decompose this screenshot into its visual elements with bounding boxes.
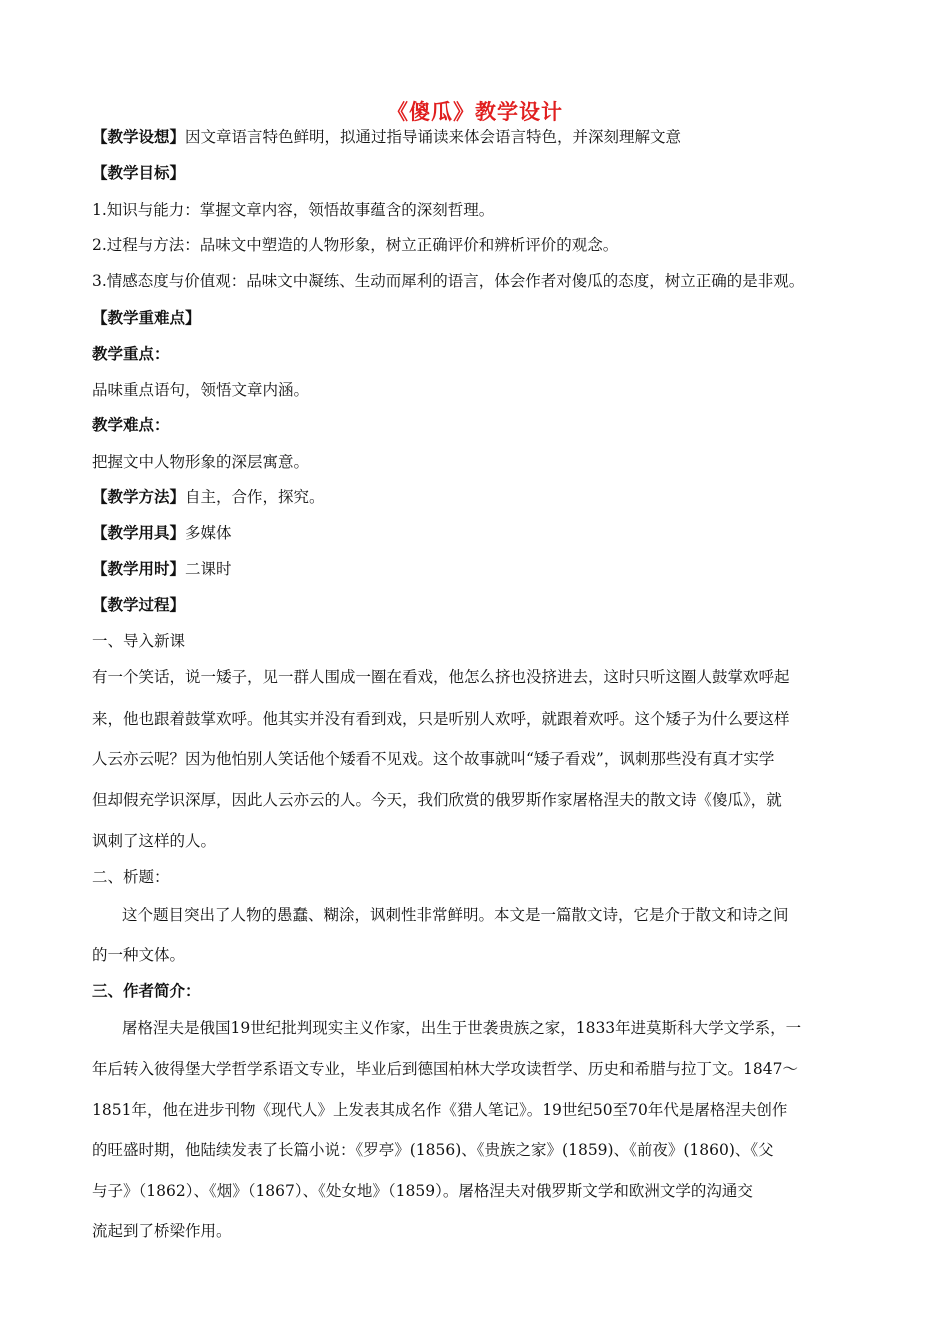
goal-item-1: 1.知识与能力：掌握文章内容，领悟故事蕴含的深刻哲理。: [92, 201, 495, 219]
section-3-line: 屠格涅夫是俄国19世纪批判现实主义作家，出生于世袭贵族之家，1833年进莫斯科大学文学系，一: [122, 1019, 802, 1037]
tools-text: 多媒体: [185, 524, 232, 542]
method-text: 自主，合作，探究。: [185, 488, 325, 506]
section-2-title: 二、析题：: [92, 868, 170, 886]
time-paragraph: [92, 558, 858, 580]
goal-item-2: 2.过程与方法：品味文中塑造的人物形象，树立正确评价和辨析评价的观念。: [92, 236, 619, 254]
design-paragraph: [92, 126, 858, 148]
process-heading: 【教学过程】: [92, 595, 186, 614]
goal-item-3: 3.情感态度与价值观：品味文中凝练、生动而犀利的语言，体会作者对傻瓜的态度，树立正确的是非观。: [92, 272, 805, 290]
tools-paragraph: [92, 522, 858, 544]
tools-label: 【教学用具】: [92, 523, 186, 542]
section-3-title: 三、作者简介：: [92, 981, 201, 1000]
key-point-label: 教学重点：: [92, 344, 170, 363]
design-text: 因文章语言特色鲜明，拟通过指导诵读来体会语言特色，并深刻理解文意: [185, 128, 682, 146]
section-1-title: 一、导入新课: [92, 632, 186, 650]
time-text: 二课时: [185, 560, 232, 578]
section-2-line: 这个题目突出了人物的愚蠢、糊涂，讽刺性非常鲜明。本文是一篇散文诗，它是介于散文和诗之间: [122, 906, 789, 924]
document-title: 《傻瓜》教学设计: [387, 99, 563, 124]
method-label: 【教学方法】: [92, 487, 186, 506]
section-2-line: 的一种文体。: [92, 946, 186, 964]
section-3-line: 的旺盛时期，他陆续发表了长篇小说：《罗亭》(1856)、《贵族之家》(1859)、《前夜》(1860)、《父: [92, 1141, 774, 1159]
section-1-line: 但却假充学识深厚，因此人云亦云的人。今天，我们欣赏的俄罗斯作家屠格涅夫的散文诗《傻瓜》，就: [92, 791, 782, 809]
method-paragraph: [92, 486, 858, 508]
key-difficulty-heading: 【教学重难点】: [92, 308, 201, 327]
section-1-line: 来，他也跟着鼓掌欢呼。他其实并没有看到戏，只是听别人欢呼，就跟着欢呼。这个矮子为什么要这样: [92, 710, 790, 728]
section-3-line: 年后转入彼得堡大学哲学系语文专业，毕业后到德国柏林大学攻读哲学、历史和希腊与拉丁文。1847～: [92, 1060, 798, 1078]
time-label: 【教学用时】: [92, 559, 186, 578]
goals-heading: 【教学目标】: [92, 163, 186, 182]
section-3-line: 与子》（1862）、《烟》（1867）、《处女地》（1859）。屠格涅夫对俄罗斯文学和欧洲文学的沟通交: [92, 1182, 753, 1200]
key-point-text: 品味重点语句，领悟文章内涵。: [92, 381, 310, 399]
difficulty-text: 把握文中人物形象的深层寓意。: [92, 453, 310, 471]
difficulty-label: 教学难点：: [92, 415, 170, 434]
section-1-line: 人云亦云呢？因为他怕别人笑话他个矮看不见戏。这个故事就叫“矮子看戏”，讽刺那些没有真才实学: [92, 750, 775, 768]
section-1-line: 讽刺了这样的人。: [92, 832, 217, 850]
section-1-line: 有一个笑话，说一矮子，见一群人围成一圈在看戏，他怎么挤也没挤进去，这时只听这圈人鼓掌欢呼起: [92, 668, 790, 686]
section-3-line: 1851年，他在进步刊物《现代人》上发表其成名作《猎人笔记》。19世纪50至70年代是屠格涅夫创作: [92, 1101, 788, 1119]
section-3-line: 流起到了桥梁作用。: [92, 1222, 232, 1240]
design-label: 【教学设想】: [92, 127, 186, 146]
